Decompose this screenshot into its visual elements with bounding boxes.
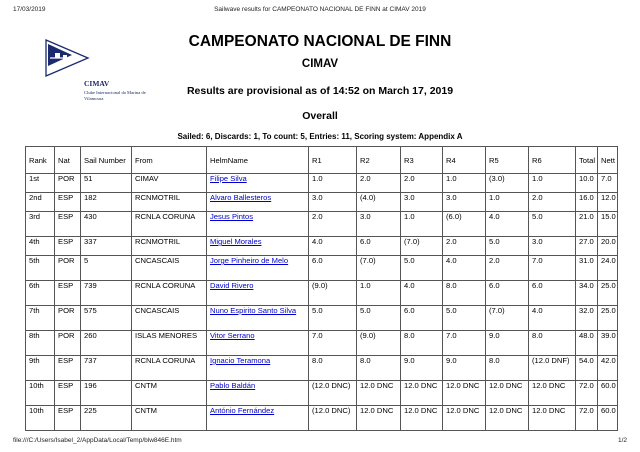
table-row — [26, 331, 618, 356]
cell-from: RCNLA CORUNA — [132, 356, 207, 381]
cell-helm — [207, 174, 309, 193]
cell-r2: 8.0 — [357, 356, 401, 381]
table-row — [26, 237, 618, 256]
cell-nat: POR — [55, 256, 81, 281]
cell-r4: 1.0 — [443, 174, 486, 193]
cell-from: CNTM — [132, 381, 207, 406]
cell-r3: (7.0) — [401, 237, 443, 256]
cell-total: 21.0 — [576, 212, 598, 237]
cell-helm — [207, 193, 309, 212]
cell-r1: (9.0) — [309, 281, 357, 306]
cell-r3: 9.0 — [401, 356, 443, 381]
cell-r4: 12.0 DNC — [443, 406, 486, 431]
table-header-row — [26, 147, 618, 174]
cell-sail: 225 — [81, 406, 132, 431]
cell-from: ISLAS MENORES — [132, 331, 207, 356]
cell-helm — [207, 212, 309, 237]
cell-nett: 42.0 — [598, 356, 618, 381]
col-header-sail: Sail Number — [81, 147, 132, 174]
page-title: CAMPEONATO NACIONAL DE FINN — [188, 33, 452, 50]
helm-link[interactable]: Filipe Silva — [210, 174, 247, 183]
cell-nett: 25.0 — [598, 306, 618, 331]
cell-r3: 8.0 — [401, 331, 443, 356]
cell-r1: 7.0 — [309, 331, 357, 356]
cell-r5: (7.0) — [486, 306, 529, 331]
cell-nat: ESP — [55, 193, 81, 212]
col-header-r6: R6 — [529, 147, 576, 174]
helm-link[interactable]: Nuno Espirito Santo Silva — [210, 306, 297, 315]
cell-rank: 9th — [26, 356, 55, 381]
cell-r1: 2.0 — [309, 212, 357, 237]
cell-r1: 4.0 — [309, 237, 357, 256]
cell-r4: 7.0 — [443, 331, 486, 356]
cell-r6: 1.0 — [529, 174, 576, 193]
cell-helm — [207, 381, 309, 406]
cell-helm — [207, 331, 309, 356]
cell-nett: 24.0 — [598, 256, 618, 281]
cell-rank: 5th — [26, 256, 55, 281]
cell-r1: (12.0 DNC) — [309, 381, 357, 406]
cell-r2: 5.0 — [357, 306, 401, 331]
cell-r5: 2.0 — [486, 256, 529, 281]
cell-r5: (3.0) — [486, 174, 529, 193]
cell-rank: 8th — [26, 331, 55, 356]
cell-r1: 6.0 — [309, 256, 357, 281]
cell-nat: ESP — [55, 212, 81, 237]
page-subtitle: CIMAV — [301, 58, 339, 70]
helm-link[interactable]: David Rivero — [210, 281, 254, 290]
cell-rank: 3rd — [26, 212, 55, 237]
cell-from: CNCASCAIS — [132, 256, 207, 281]
cell-r5: 1.0 — [486, 193, 529, 212]
cell-sail: 737 — [81, 356, 132, 381]
helm-link[interactable]: Jorge Pinheiro de Melo — [210, 256, 289, 265]
cell-total: 32.0 — [576, 306, 598, 331]
cell-rank: 4th — [26, 237, 55, 256]
cell-nat: ESP — [55, 356, 81, 381]
cell-from: CNCASCAIS — [132, 306, 207, 331]
cell-rank: 10th — [26, 406, 55, 431]
cell-sail: 337 — [81, 237, 132, 256]
cell-r5: 8.0 — [486, 356, 529, 381]
cell-nett: 7.0 — [598, 174, 618, 193]
cell-rank: 2nd — [26, 193, 55, 212]
cell-r5: 4.0 — [486, 212, 529, 237]
results-status: Results are provisional as of 14:52 on March 17, 2019 — [186, 85, 454, 97]
cell-r4: 5.0 — [443, 306, 486, 331]
cell-r1: 5.0 — [309, 306, 357, 331]
cell-from: RCNMOTRIL — [132, 237, 207, 256]
col-header-rank: Rank — [26, 147, 55, 174]
cell-sail: 430 — [81, 212, 132, 237]
cell-nett: 39.0 — [598, 331, 618, 356]
series-summary: Sailed: 6, Discards: 1, To count: 5, Entries: 11, Scoring system: Appendix A — [177, 132, 463, 141]
table-row — [26, 256, 618, 281]
cell-nat: POR — [55, 331, 81, 356]
print-date: 17/03/2019 — [13, 6, 46, 13]
cell-nat: ESP — [55, 281, 81, 306]
cell-r2: (9.0) — [357, 331, 401, 356]
cell-r3: 3.0 — [401, 193, 443, 212]
cell-total: 31.0 — [576, 256, 598, 281]
cell-r4: 4.0 — [443, 256, 486, 281]
cell-helm — [207, 281, 309, 306]
cell-from: CIMAV — [132, 174, 207, 193]
cell-nat: POR — [55, 174, 81, 193]
cell-rank: 6th — [26, 281, 55, 306]
cell-r2: 12.0 DNC — [357, 406, 401, 431]
cell-r3: 2.0 — [401, 174, 443, 193]
logo-name: CIMAV — [84, 79, 110, 88]
col-header-nat: Nat — [55, 147, 81, 174]
cell-r6: 3.0 — [529, 237, 576, 256]
col-header-r1: R1 — [309, 147, 357, 174]
cell-sail: 182 — [81, 193, 132, 212]
table-row — [26, 212, 618, 237]
print-page-number: 1/2 — [617, 437, 627, 444]
cell-helm — [207, 356, 309, 381]
cell-helm — [207, 256, 309, 281]
table-row — [26, 281, 618, 306]
print-doc-title: Sailwave results for CAMPEONATO NACIONAL DE FINN at CIMAV 2019 — [214, 6, 426, 13]
cell-r3: 5.0 — [401, 256, 443, 281]
logo-tagline: Clube Internacional da Marina de Vilamoura — [84, 90, 146, 101]
helm-link[interactable]: Vitor Serrano — [210, 331, 255, 340]
cell-r4: 8.0 — [443, 281, 486, 306]
helm-link[interactable]: Miguel Morales — [210, 237, 262, 246]
col-header-total: Total — [576, 147, 598, 174]
cell-r4: 2.0 — [443, 237, 486, 256]
cell-nett: 20.0 — [598, 237, 618, 256]
cell-r5: 5.0 — [486, 237, 529, 256]
cell-total: 10.0 — [576, 174, 598, 193]
cell-sail: 5 — [81, 256, 132, 281]
cell-nett: 60.0 — [598, 381, 618, 406]
cell-nat: POR — [55, 306, 81, 331]
cell-r5: 9.0 — [486, 331, 529, 356]
helm-link[interactable]: Alvaro Ballesteros — [210, 193, 272, 202]
cell-rank: 7th — [26, 306, 55, 331]
cell-total: 34.0 — [576, 281, 598, 306]
cell-helm — [207, 306, 309, 331]
cell-nat: ESP — [55, 406, 81, 431]
cell-r1: 1.0 — [309, 174, 357, 193]
cell-r2: 12.0 DNC — [357, 381, 401, 406]
helm-link[interactable]: Ignacio Teramona — [210, 356, 271, 365]
cell-r3: 6.0 — [401, 306, 443, 331]
helm-link[interactable]: António Fernández — [210, 406, 275, 415]
cell-r6: (12.0 DNF) — [529, 356, 576, 381]
col-header-from: From — [132, 147, 207, 174]
cell-sail: 196 — [81, 381, 132, 406]
cell-sail: 575 — [81, 306, 132, 331]
cell-r1: 3.0 — [309, 193, 357, 212]
cell-r1: (12.0 DNC) — [309, 406, 357, 431]
cell-r4: 9.0 — [443, 356, 486, 381]
cell-r2: (4.0) — [357, 193, 401, 212]
cell-r2: 3.0 — [357, 212, 401, 237]
cell-rank: 10th — [26, 381, 55, 406]
cell-r3: 4.0 — [401, 281, 443, 306]
cell-r6: 12.0 DNC — [529, 406, 576, 431]
table-row — [26, 406, 618, 431]
cell-r4: (6.0) — [443, 212, 486, 237]
cell-r3: 1.0 — [401, 212, 443, 237]
cell-total: 72.0 — [576, 381, 598, 406]
cell-from: RCNLA CORUNA — [132, 281, 207, 306]
cell-from: RCNMOTRIL — [132, 193, 207, 212]
cell-r2: (7.0) — [357, 256, 401, 281]
cell-sail: 51 — [81, 174, 132, 193]
col-header-r5: R5 — [486, 147, 529, 174]
cell-helm — [207, 406, 309, 431]
cell-r6: 8.0 — [529, 331, 576, 356]
cell-r6: 2.0 — [529, 193, 576, 212]
cell-r3: 12.0 DNC — [401, 381, 443, 406]
cell-r2: 1.0 — [357, 281, 401, 306]
col-header-helm: HelmName — [207, 147, 309, 174]
section-heading: Overall — [302, 110, 338, 122]
cell-nett: 15.0 — [598, 212, 618, 237]
cell-r6: 4.0 — [529, 306, 576, 331]
cell-sail: 260 — [81, 331, 132, 356]
helm-link[interactable]: Pablo Baldán — [210, 381, 256, 390]
results-body — [26, 174, 618, 431]
cell-nett: 12.0 — [598, 193, 618, 212]
col-header-r2: R2 — [357, 147, 401, 174]
cell-nett: 60.0 — [598, 406, 618, 431]
cell-total: 72.0 — [576, 406, 598, 431]
cell-r2: 2.0 — [357, 174, 401, 193]
cell-r6: 5.0 — [529, 212, 576, 237]
col-header-r3: R3 — [401, 147, 443, 174]
table-row — [26, 193, 618, 212]
col-header-r4: R4 — [443, 147, 486, 174]
cell-helm — [207, 237, 309, 256]
results-table — [25, 146, 618, 431]
cell-r6: 6.0 — [529, 281, 576, 306]
table-row — [26, 356, 618, 381]
cell-sail: 739 — [81, 281, 132, 306]
cell-total: 16.0 — [576, 193, 598, 212]
cell-from: RCNLA CORUNA — [132, 212, 207, 237]
cell-r3: 12.0 DNC — [401, 406, 443, 431]
cell-r6: 7.0 — [529, 256, 576, 281]
print-file-path: file:///C:/Users/Isabel_2/AppData/Local/Temp/blw846E.htm — [13, 437, 182, 444]
cell-total: 48.0 — [576, 331, 598, 356]
cell-r6: 12.0 DNC — [529, 381, 576, 406]
cell-from: CNTM — [132, 406, 207, 431]
cell-r1: 8.0 — [309, 356, 357, 381]
cell-total: 54.0 — [576, 356, 598, 381]
cell-r5: 6.0 — [486, 281, 529, 306]
table-row — [26, 306, 618, 331]
cell-nett: 25.0 — [598, 281, 618, 306]
cell-r4: 12.0 DNC — [443, 381, 486, 406]
cell-nat: ESP — [55, 381, 81, 406]
cell-r4: 3.0 — [443, 193, 486, 212]
cell-r5: 12.0 DNC — [486, 381, 529, 406]
helm-link[interactable]: Jesus Pintos — [210, 212, 254, 221]
cell-r2: 6.0 — [357, 237, 401, 256]
cell-total: 27.0 — [576, 237, 598, 256]
cell-nat: ESP — [55, 237, 81, 256]
col-header-nett: Nett — [598, 147, 618, 174]
table-row — [26, 174, 618, 193]
cell-rank: 1st — [26, 174, 55, 193]
table-row — [26, 381, 618, 406]
cell-r5: 12.0 DNC — [486, 406, 529, 431]
